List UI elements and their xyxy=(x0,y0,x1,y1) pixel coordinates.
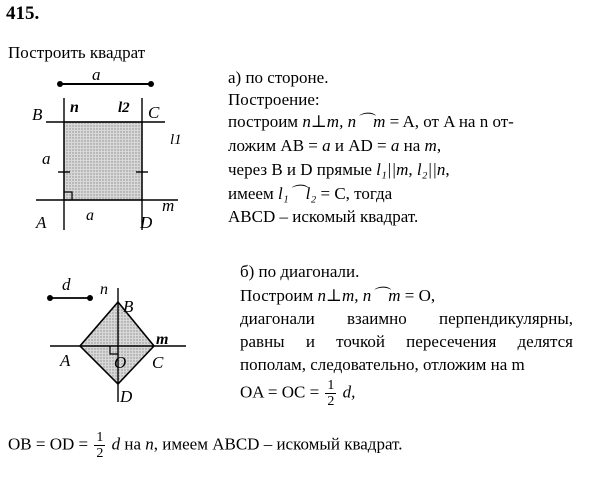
label-D: D xyxy=(140,213,153,232)
label-d: d xyxy=(62,275,71,294)
part-a-line-3: через B и D прямые l₁||m, l₂||n, xyxy=(228,160,450,179)
part-b-line-4: пополам, следовательно, отложим на m xyxy=(240,355,525,374)
part-a-subtitle: Построение: xyxy=(228,90,320,109)
label-B: B xyxy=(123,297,134,316)
label-C: C xyxy=(148,103,160,122)
label-D: D xyxy=(120,387,133,406)
label-n: n xyxy=(100,281,108,298)
part-b-equation-oa-oc: OA = OC = $\frac{1}{2}$ d, xyxy=(240,378,356,409)
figure-square-by-side xyxy=(30,68,190,238)
fraction-half-final: $\frac{1}{2}$ xyxy=(96,430,104,461)
label-C: C xyxy=(152,353,164,372)
label-a-top: a xyxy=(92,68,101,84)
label-B: B xyxy=(32,105,43,124)
label-m: m xyxy=(156,331,169,348)
problem-number: 415. xyxy=(6,3,40,24)
part-a-line-4: имеем l₁⌒l₂ = C, тогда xyxy=(228,184,393,203)
part-a-line-1: построим n⊥m, n⌒m = A, от A на n от- xyxy=(228,112,514,131)
label-A: A xyxy=(36,213,47,232)
label-l2: l2 xyxy=(118,100,130,116)
part-b-line-1: Построим n⊥m, n⌒m = O, xyxy=(240,286,436,305)
square-abcd xyxy=(64,122,142,200)
problem-heading: Построить квадрат xyxy=(8,43,146,62)
label-n: n xyxy=(70,99,79,116)
part-b-line-3: равны и точкой пересечения делятся xyxy=(240,332,573,351)
part-b-line-2: диагонали взаимно перпендикулярны, xyxy=(240,309,573,328)
fraction-half: $\frac{1}{2}$ xyxy=(327,378,335,409)
part-a-line-2: ложим AB = a и AD = a на m, xyxy=(228,136,442,155)
part-a-line-5: ABCD – искомый квадрат. xyxy=(228,207,419,226)
figure-square-by-diagonal xyxy=(28,270,198,415)
part-b-title: б) по диагонали. xyxy=(240,262,360,281)
final-line: OB = OD = $\frac{1}{2}$ d на n, имеем ABCD – искомый квадрат. xyxy=(8,430,403,461)
label-A: A xyxy=(60,351,71,370)
label-a-left: a xyxy=(42,149,51,168)
label-a-bottom: a xyxy=(86,207,94,224)
label-m: m xyxy=(162,196,175,215)
label-l1: l1 xyxy=(170,132,182,148)
part-a-title: а) по стороне. xyxy=(228,68,329,87)
label-O: O xyxy=(114,353,127,372)
